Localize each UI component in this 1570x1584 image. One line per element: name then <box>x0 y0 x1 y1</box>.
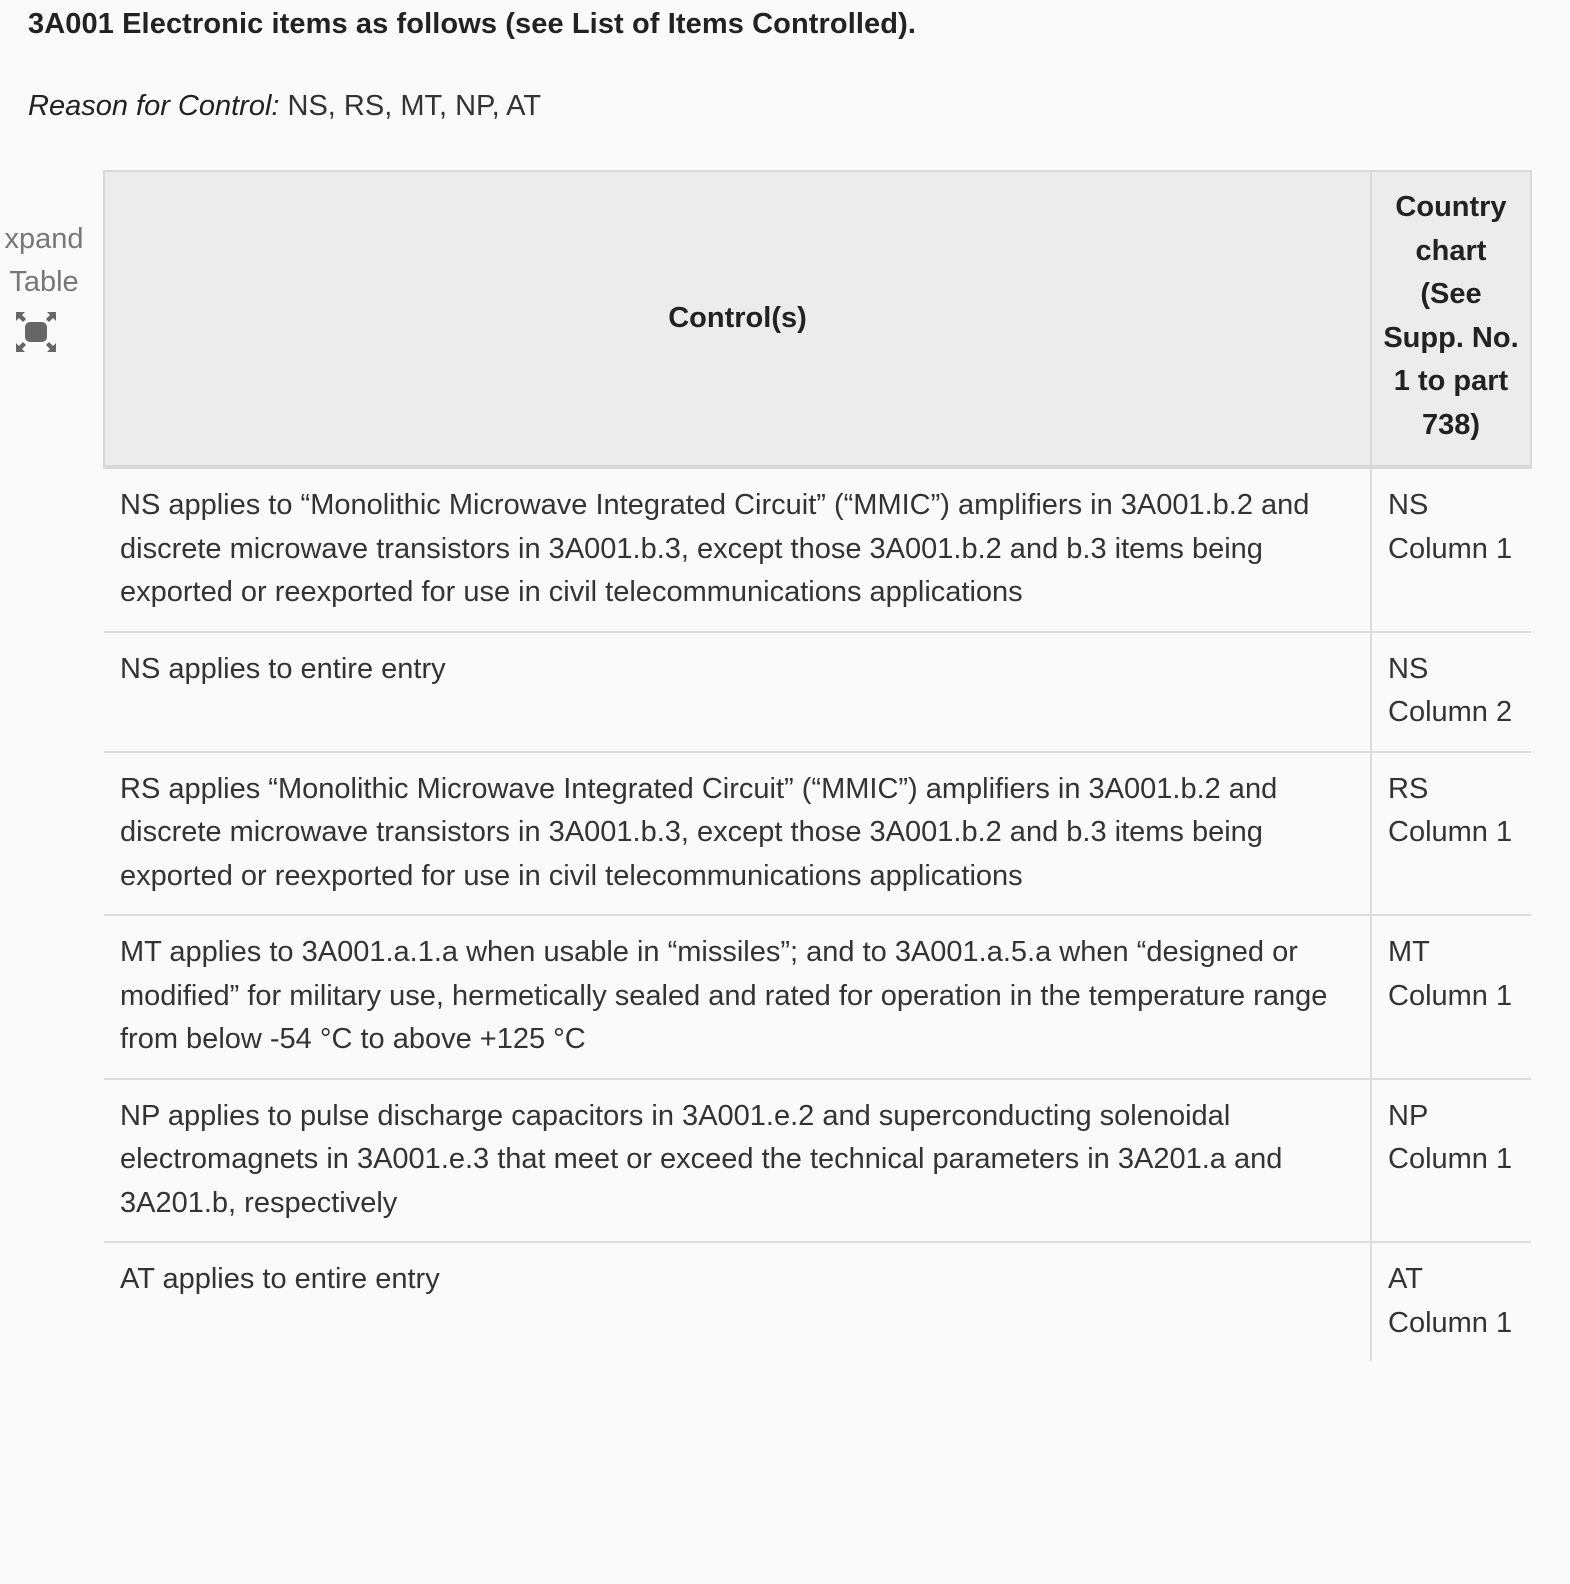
page-title: 3A001 Electronic items as follows (see List of Items Controlled). <box>28 8 917 40</box>
reason-value: NS, RS, MT, NP, AT <box>279 90 542 122</box>
country-chart-cell: MT Column 1 <box>1371 915 1531 1079</box>
table-row <box>104 632 1531 752</box>
header-country-chart: Country chart (See Supp. No. 1 to part 738) <box>1371 171 1531 467</box>
table-header-row <box>104 171 1531 467</box>
table-row <box>104 1242 1531 1361</box>
reason-for-control <box>28 90 541 123</box>
table-row <box>104 752 1531 916</box>
table-row <box>104 1079 1531 1243</box>
control-cell: AT applies to entire entry <box>104 1242 1371 1361</box>
control-cell: NS applies to “Monolithic Microwave Integrated Circuit” (“MMIC”) amplifiers in 3A001.b.2 and discrete microwave transistors in 3A001.b.3, except those 3A001.b.2 and b.3 items being exported or reexported for use in civil telecommunications applications <box>104 467 1371 632</box>
reason-label: Reason for Control: <box>28 90 280 122</box>
controls-table <box>103 170 1532 1361</box>
expand-label-line1: xpand <box>4 223 84 255</box>
expand-table-button[interactable] <box>0 218 104 354</box>
control-cell: RS applies “Monolithic Microwave Integrated Circuit” (“MMIC”) amplifiers in 3A001.b.2 and discrete microwave transistors in 3A001.b.3, except those 3A001.b.2 and b.3 items being exported or reexported for use in civil telecommunications applications <box>104 752 1371 916</box>
expand-label-line2: Table <box>9 266 79 298</box>
table-row <box>104 915 1531 1079</box>
table-row <box>104 467 1531 632</box>
expand-arrows-icon <box>14 310 58 354</box>
control-cell: MT applies to 3A001.a.1.a when usable in “missiles”; and to 3A001.a.5.a when “designed or modified” for military use, hermetically sealed and rated for operation in the temperature range from below -54 °C to above +125 °C <box>104 915 1371 1079</box>
country-chart-cell: RS Column 1 <box>1371 752 1531 916</box>
country-chart-cell: NS Column 2 <box>1371 632 1531 752</box>
control-cell: NS applies to entire entry <box>104 632 1371 752</box>
country-chart-cell: AT Column 1 <box>1388 1263 1513 1339</box>
country-chart-cell: NP Column 1 <box>1371 1079 1531 1243</box>
control-cell: NP applies to pulse discharge capacitors in 3A001.e.2 and superconducting solenoidal electromagnets in 3A001.e.3 that meet or exceed the technical parameters in 3A201.a and 3A201.b, respectively <box>104 1079 1371 1243</box>
header-controls: Control(s) <box>104 171 1371 467</box>
country-chart-cell: NS Column 1 <box>1371 467 1531 632</box>
